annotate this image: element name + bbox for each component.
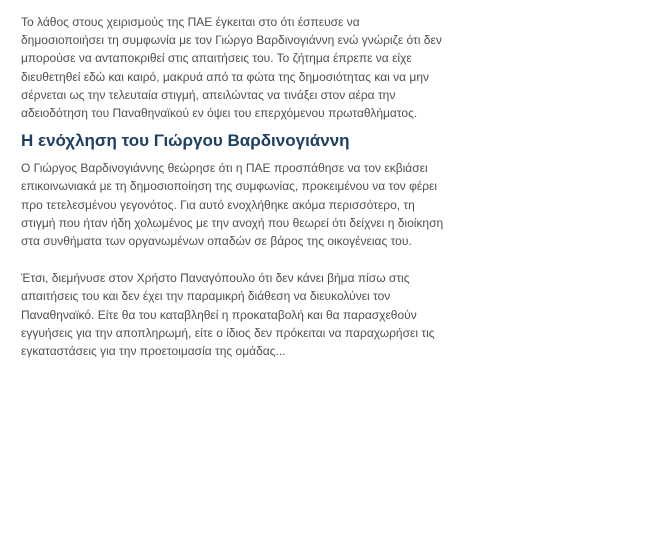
paragraph-1-line: μπορούσε να ανταποκριθεί στις απαιτήσεις του. Το ζήτημα έπρεπε να είχε	[21, 51, 412, 66]
section-heading: Η ενόχληση του Γιώργου Βαρδινογιάννη	[21, 131, 350, 151]
paragraph-2-line: στιγμή που ήταν ήδη χολωμένος με την ανοχή που θεωρεί ότι δείχνει η διοίκηση	[21, 215, 444, 230]
paragraph-2	[21, 159, 481, 250]
paragraph-1-line: Το λάθος στους χειρισμούς της ΠΑΕ έγκειται στο ότι έσπευσε να	[21, 15, 360, 29]
paragraph-1	[21, 13, 481, 122]
paragraph-3-line: απαιτήσεις του και δεν έχει την παραμικρή διάθεση να διευκολύνει τον	[21, 289, 391, 304]
paragraph-2-line: στα συνθήματα των οργανωμένων οπαδών σε βάρος της οικογένειας του.	[21, 234, 412, 249]
article-body	[21, 13, 481, 360]
paragraph-1-line: αδειοδότηση του Παναθηναϊκού εν όψει του επερχόμενου πρωταθλήματος.	[21, 106, 418, 121]
paragraph-3-line: εγκαταστάσεις για την προετοιμασία της ομάδας...	[21, 344, 286, 359]
paragraph-1-line: δημοσιοποιήσει τη συμφωνία με τον Γιώργο Βαρδινογιάννη ενώ γνώριζε ότι δεν	[21, 33, 442, 48]
paragraph-3-line: Έτσι, διεμήνυσε στον Χρήστο Παναγόπουλο ότι δεν κάνει βήμα πίσω στις	[21, 271, 410, 286]
paragraph-3-line: εγγυήσεις για την αποπληρωμή, είτε ο ίδιος δεν πρόκειται να παραχωρήσει τις	[21, 325, 435, 340]
paragraph-1-line: σέρνεται ως την τελευταία στιγμή, απειλώντας να τινάξει στον αέρα την	[21, 87, 396, 102]
paragraph-1-line: διευθετηθεί εδώ και καιρό, μακρυά από τα φώτα της δημοσιότητας και να μην	[21, 69, 430, 84]
paragraph-2-line: επικοινωνιακά με τη δημοσιοποίηση της συμφωνίας, προκειμένου να τον φέρει	[21, 179, 438, 194]
paragraph-2-line: Ο Γιώργος Βαρδινογιάννης θεώρησε ότι η ΠΑΕ προσπάθησε να τον εκβιάσει	[21, 161, 428, 176]
paragraph-3-line: Παναθηναϊκό. Είτε θα του καταβληθεί η προκαταβολή και θα παρασχεθούν	[21, 307, 417, 322]
paragraph-2-line: προ τετελεσμένου γεγονότος. Για αυτό ενοχλήθηκε ακόμα περισσότερο, τη	[21, 197, 415, 212]
paragraph-3	[21, 269, 481, 360]
